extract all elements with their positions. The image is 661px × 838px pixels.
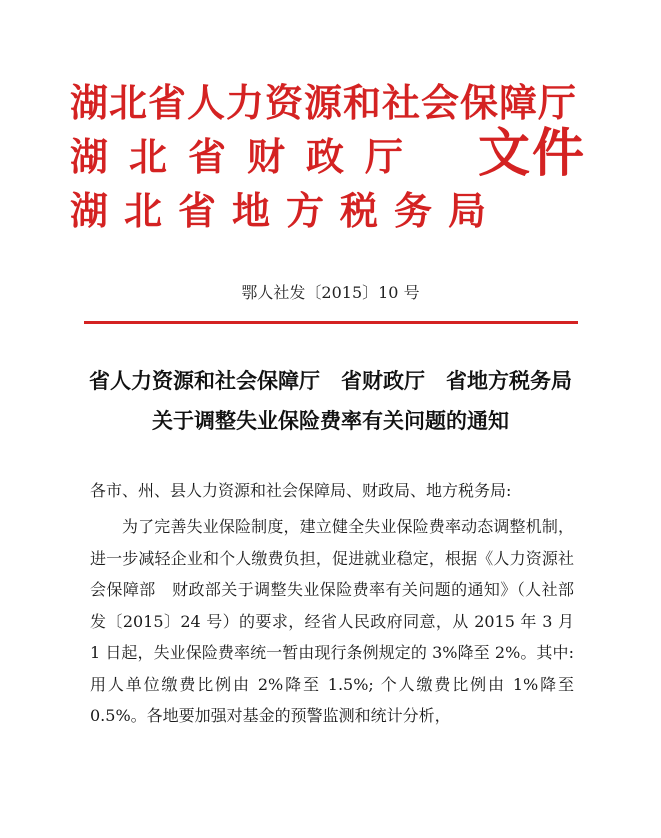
notice-title-issuers: 省人力资源和社会保障厅 省财政厅 省地方税务局 <box>89 368 572 393</box>
document-header <box>70 68 630 238</box>
agency-name-finance: 湖北省财政厅 <box>70 134 425 179</box>
red-divider <box>84 321 578 324</box>
document-suffix: 文件 <box>478 123 587 184</box>
agency-name-tax: 湖北省地方税务局 <box>70 188 503 233</box>
notice-title-subject: 关于调整失业保险费率有关问题的通知 <box>152 408 509 433</box>
agency-name-hrss: 湖北省人力资源和社会保障厅 <box>70 80 578 125</box>
document-number: 鄂人社发〔2015〕10 号 <box>241 283 420 302</box>
addressee: 各市、州、县人力资源和社会保障局、财政局、地方税务局: <box>90 481 512 500</box>
body-paragraph: 为了完善失业保险制度，建立健全失业保险费率动态调整机制，进一步减轻企业和个人缴费负担，促进就业稳定，根据《人力资源社会保障部 财政部关于调整失业保险费率有关问题的通知》（人社部发〔2015〕24 号）的要求，经省人民政府同意，从 2015 年 3 月 1 日起，失业保险费率统一暂由现行条例规定的 3%降至 2%。其中: 用人单位缴费比例由 2%降至 1.5%; 个人缴费比例由 1%降至 0.5%。各地要加强对基金的预警监测和统计分析， <box>90 517 574 725</box>
